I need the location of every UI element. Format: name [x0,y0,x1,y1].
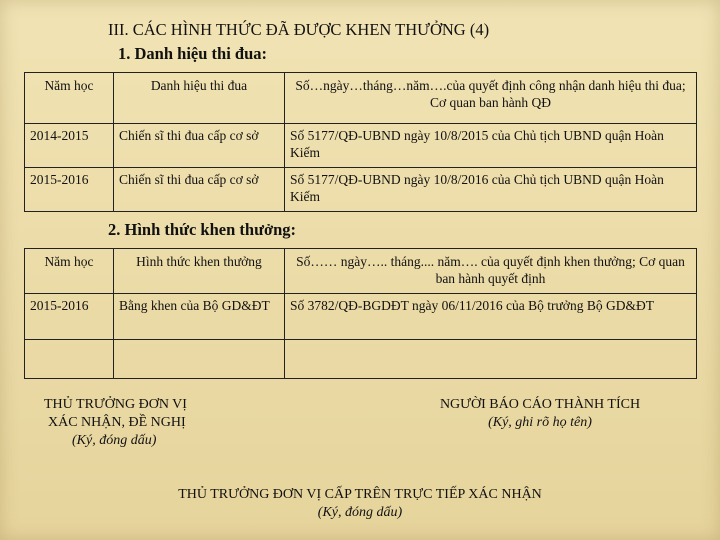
cell-year: 2015-2016 [25,294,114,340]
cell-decision: Số 3782/QĐ-BGDĐT ngày 06/11/2016 của Bộ trưởng Bộ GD&ĐT [285,294,697,340]
column-header-year: Năm học [25,73,114,124]
signature-line: THỦ TRƯỞNG ĐƠN VỊ [44,397,187,412]
column-header-decision: Số…… ngày….. tháng.... năm…. của quyết định khen thưởng; Cơ quan ban hành quyết định [285,249,697,294]
table-header-row [25,73,697,124]
signature-block-superior [80,486,640,522]
commendation-table [24,248,697,379]
section-heading: III. CÁC HÌNH THỨC ĐÃ ĐƯỢC KHEN THƯỞNG (4) [108,20,490,39]
cell-decision: Số 5177/QĐ-UBND ngày 10/8/2016 của Chủ tịch UBND quận Hoàn Kiếm [285,168,697,212]
signature-note: (Ký, ghi rõ họ tên) [488,415,592,430]
cell-title: Chiến sĩ thi đua cấp cơ sở [114,168,285,212]
signature-line: NGƯỜI BÁO CÁO THÀNH TÍCH [439,397,641,412]
signature-note: (Ký, đóng dấu) [72,433,157,448]
subsection-heading-commendations: 2. Hình thức khen thưởng: [108,220,297,239]
signature-line: THỦ TRƯỞNG ĐƠN VỊ CẤP TRÊN TRỰC TIẾP XÁC NHẬN [178,487,542,502]
table-row-empty [25,340,697,379]
column-header-decision: Số…ngày…tháng…năm….của quyết định công nhận danh hiệu thi đua; Cơ quan ban hành QĐ [285,73,697,124]
awards-title-table [24,72,697,212]
cell-year: 2014-2015 [25,124,114,168]
cell-decision: Số 5177/QĐ-UBND ngày 10/8/2015 của Chủ tịch UBND quận Hoàn Kiếm [285,124,697,168]
table-row [25,168,697,212]
cell-form: Bằng khen của Bộ GD&ĐT [114,294,285,340]
cell-title: Chiến sĩ thi đua cấp cơ sở [114,124,285,168]
signature-note: (Ký, đóng dấu) [317,505,403,520]
table-header-row [25,249,697,294]
column-header-form: Hình thức khen thưởng [114,249,285,294]
cell-year: 2015-2016 [25,168,114,212]
subsection-heading-awards-title: 1. Danh hiệu thi đua: [118,44,268,63]
signature-block-reporter [410,396,670,432]
signature-line: XÁC NHẬN, ĐỀ NGHỊ [48,415,186,430]
cell-year [25,340,114,379]
signature-block-unit-head [44,396,254,450]
cell-form [114,340,285,379]
table-row [25,124,697,168]
column-header-year: Năm học [25,249,114,294]
cell-decision [285,340,697,379]
table-row [25,294,697,340]
column-header-title: Danh hiệu thi đua [114,73,285,124]
